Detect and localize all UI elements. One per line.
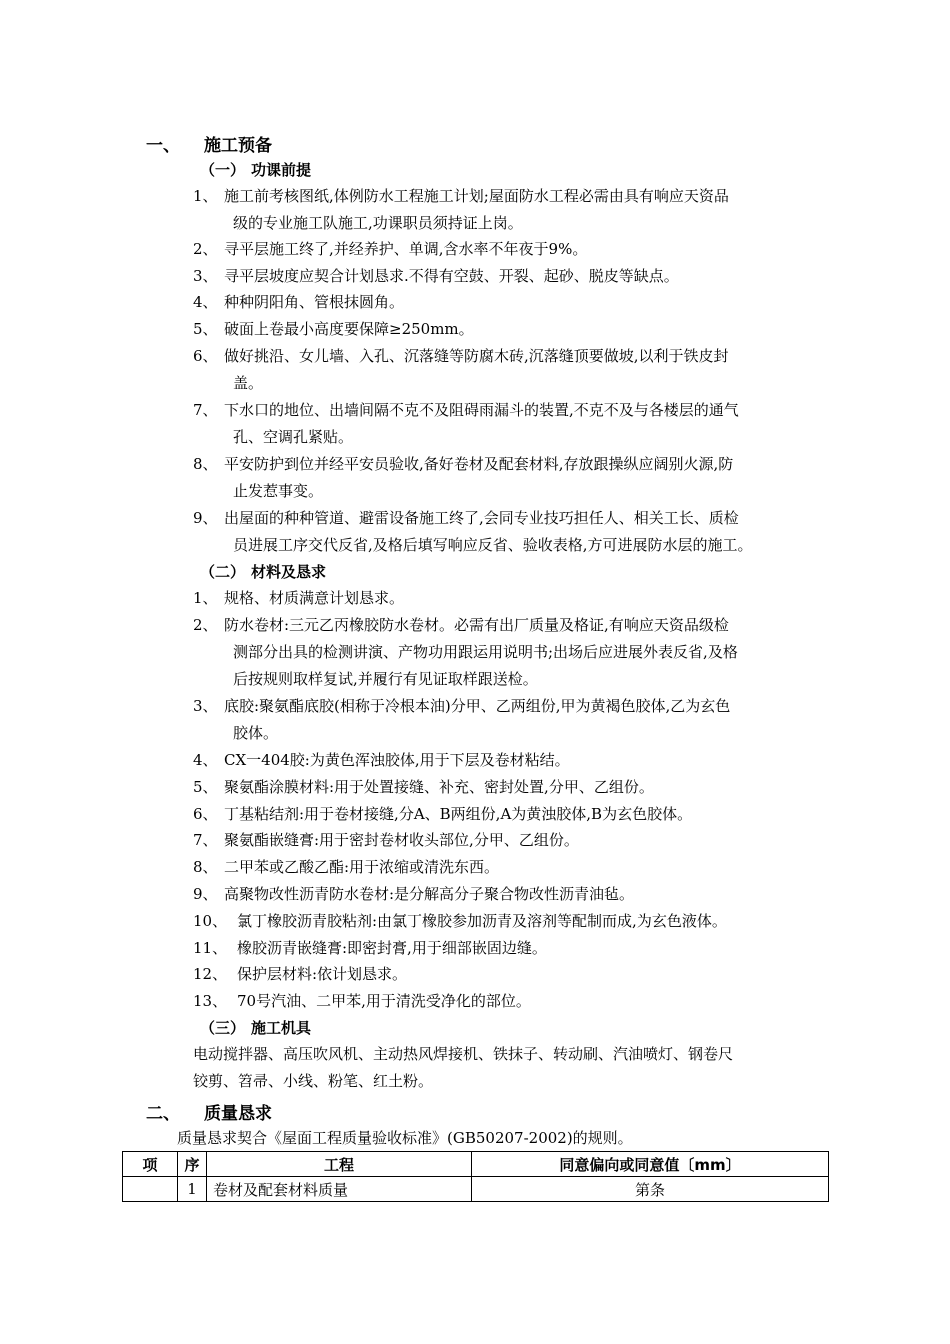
table-row xyxy=(123,1177,829,1202)
list-item-text: 高聚物改性沥青防水卷材:是分解高分子聚合物改性沥青油毡。 xyxy=(224,885,635,903)
list-item-number: 4、 xyxy=(193,293,218,311)
list-item-text-cont: 员进展工序交代反省,及格后填写响应反省、验收表格,方可进展防水层的施工。 xyxy=(233,536,753,554)
list-item-text: 聚氨酯涂膜材料:用于处置接缝、补充、密封处置,分甲、乙组份。 xyxy=(224,778,654,796)
list-item-number: 8、 xyxy=(193,455,218,473)
list-item-number: 2、 xyxy=(193,616,218,634)
list-item-number: 7、 xyxy=(193,401,218,419)
quality-intro: 质量恳求契合《屋面工程质量验收标准》(GB50207-2002)的规则。 xyxy=(177,1129,633,1147)
list-item-number: 3、 xyxy=(193,697,218,715)
list-item-text-cont: 后按规则取样复试,并履行有见证取样跟送检。 xyxy=(233,670,538,688)
subsection-2-title: 材料及恳求 xyxy=(251,563,327,581)
table-cell: 第条 xyxy=(472,1177,829,1202)
subsection-3-title: 施工机具 xyxy=(251,1019,312,1037)
list-item-number: 7、 xyxy=(193,831,218,849)
table-header-cell: 序 xyxy=(178,1152,207,1177)
table-cell: 卷材及配套材料质量 xyxy=(207,1177,472,1202)
list-item-number: 6、 xyxy=(193,805,218,823)
list-item-number: 5、 xyxy=(193,778,218,796)
section-2-number: 二、 xyxy=(146,1104,180,1124)
list-item-text: 底胶:聚氨酯底胶(相称于冷根本油)分甲、乙两组份,甲为黄褐色胶体,乙为玄色 xyxy=(224,697,731,715)
list-item-number: 9、 xyxy=(193,509,218,527)
list-item-text-cont: 孔、空调孔紧贴。 xyxy=(233,428,354,446)
list-item-text: 防水卷材:三元乙丙橡胶防水卷材。必需有出厂质量及格证,有响应天资品级检 xyxy=(224,616,729,634)
list-item-text: 二甲苯或乙酸乙酯:用于浓缩或清洗东西。 xyxy=(224,858,500,876)
section-1-number: 一、 xyxy=(146,136,180,156)
list-item-text: 施工前考核图纸,体例防水工程施工计划;屋面防水工程必需由具有响应天资品 xyxy=(224,187,729,205)
list-item-number: 8、 xyxy=(193,858,218,876)
list-item-text: 出屋面的种种管道、避雷设备施工终了,会同专业技巧担任人、相关工长、质检 xyxy=(224,509,739,527)
list-item-text: 寻平层施工终了,并经养护、单调,含水率不年夜于9%。 xyxy=(224,240,588,258)
list-item-number: 4、 xyxy=(193,751,218,769)
list-item-number: 9、 xyxy=(193,885,218,903)
list-item-text: 聚氨酯嵌缝膏:用于密封卷材收头部位,分甲、乙组份。 xyxy=(224,831,579,849)
subsection-2-number: （二） xyxy=(200,563,246,581)
list-item-number: 13、 xyxy=(193,992,228,1010)
list-item-text: 70号汽油、二甲苯,用于清洗受净化的部位。 xyxy=(237,992,531,1010)
list-item-text: 丁基粘结剂:用于卷材接缝,分A、B两组份,A为黄浊胶体,B为玄色胶体。 xyxy=(224,805,693,823)
list-item-number: 5、 xyxy=(193,320,218,338)
subsection-1-title: 功课前提 xyxy=(251,161,312,179)
list-item-number: 12、 xyxy=(193,965,228,983)
list-item-text-cont: 胶体。 xyxy=(233,724,279,742)
quality-table xyxy=(122,1151,829,1202)
list-item-number: 1、 xyxy=(193,589,218,607)
list-item-text: 保护层材料:依计划恳求。 xyxy=(237,965,408,983)
section-2-title: 质量恳求 xyxy=(204,1104,272,1124)
list-item-text: 下水口的地位、出墙间隔不克不及阻碍雨漏斗的装置,不克不及与各楼层的通气 xyxy=(224,401,739,419)
list-item-text: 平安防护到位并经平安员验收,备好卷材及配套材料,存放跟操纵应阔别火源,防 xyxy=(224,455,734,473)
list-item-text: 规格、材质满意计划恳求。 xyxy=(224,589,405,607)
list-item-number: 11、 xyxy=(193,939,228,957)
list-item-text-cont: 止发惹事变。 xyxy=(233,482,324,500)
list-item-text: 做好挑沿、女儿墙、入孔、沉落缝等防腐木砖,沉落缝顶要做坡,以利于铁皮封 xyxy=(224,347,729,365)
table-header-cell: 项 xyxy=(123,1152,178,1177)
tools-paragraph-line: 铰剪、笤帚、小线、粉笔、红土粉。 xyxy=(193,1072,434,1090)
table-cell xyxy=(123,1177,178,1202)
list-item-text: CX一404胶:为黄色浑浊胶体,用于下层及卷材粘结。 xyxy=(224,751,570,769)
subsection-1-number: （一） xyxy=(200,161,246,179)
list-item-text: 种种阴阳角、管根抹圆角。 xyxy=(224,293,405,311)
table-header-row xyxy=(123,1152,829,1177)
table-header-cell: 同意偏向或同意值〔mm〕 xyxy=(472,1152,829,1177)
list-item-text: 橡胶沥青嵌缝膏:即密封膏,用于细部嵌固边缝。 xyxy=(237,939,547,957)
list-item-text-cont: 级的专业施工队施工,功课职员须持证上岗。 xyxy=(233,214,523,232)
list-item-text-cont: 测部分出具的检测讲演、产物功用跟运用说明书;出场后应进展外表反省,及格 xyxy=(233,643,738,661)
tools-paragraph-line: 电动搅拌器、高压吹风机、主动热风焊接机、铁抹子、转动刷、汽油喷灯、钢卷尺 xyxy=(193,1045,734,1063)
subsection-3-number: （三） xyxy=(200,1019,246,1037)
section-1-title: 施工预备 xyxy=(204,136,272,156)
list-item-number: 3、 xyxy=(193,267,218,285)
list-item-text-cont: 盖。 xyxy=(233,374,264,392)
list-item-text: 破面上卷最小高度要保障≥250mm。 xyxy=(224,320,474,338)
list-item-number: 2、 xyxy=(193,240,218,258)
list-item-text: 寻平层坡度应契合计划恳求.不得有空鼓、开裂、起砂、脱皮等缺点。 xyxy=(224,267,679,285)
list-item-number: 1、 xyxy=(193,187,218,205)
list-item-number: 10、 xyxy=(193,912,228,930)
list-item-number: 6、 xyxy=(193,347,218,365)
table-cell: 1 xyxy=(178,1177,207,1202)
table-header-cell: 工程 xyxy=(207,1152,472,1177)
list-item-text: 氯丁橡胶沥青胶粘剂:由氯丁橡胶参加沥青及溶剂等配制而成,为玄色液体。 xyxy=(237,912,727,930)
